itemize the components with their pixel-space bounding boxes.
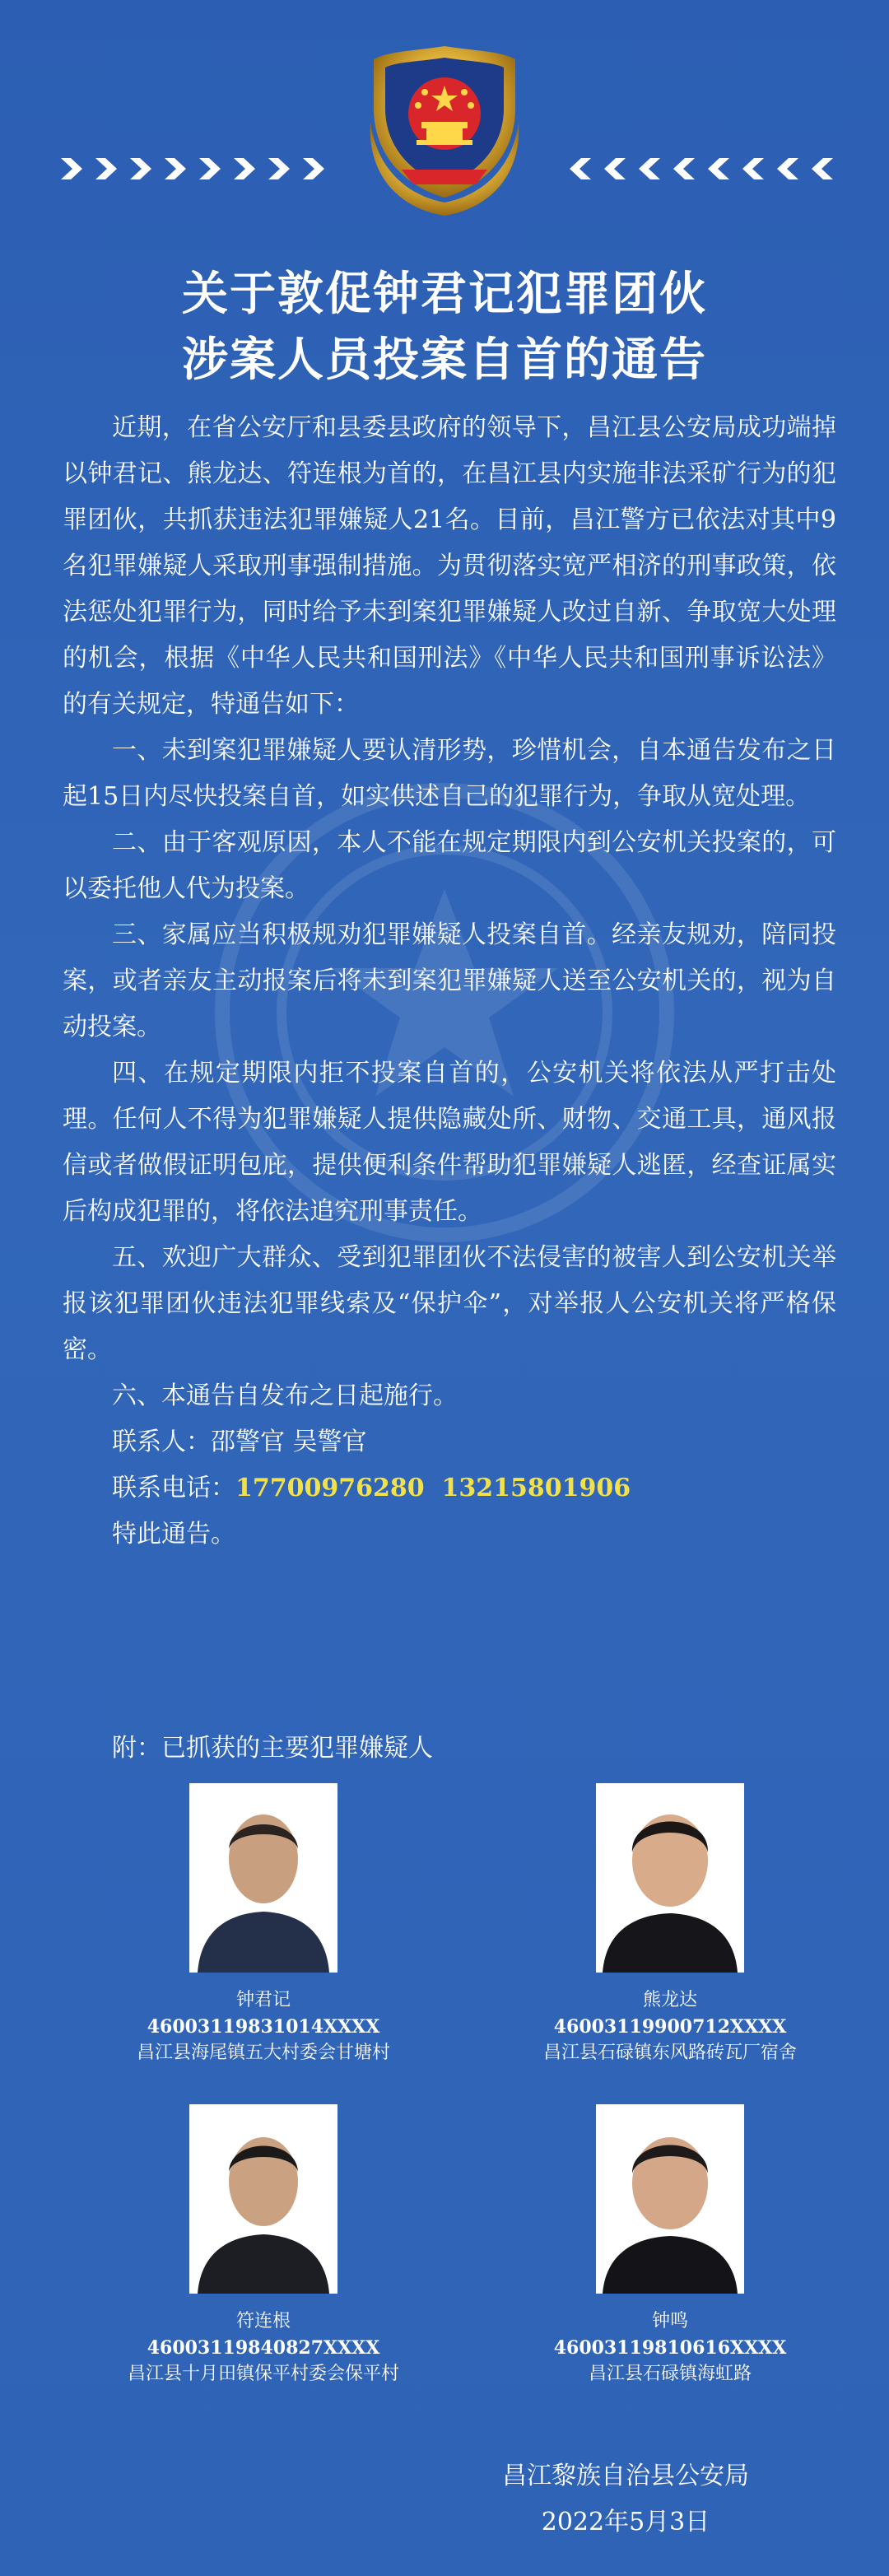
header xyxy=(0,0,889,231)
suspect-id: 46003119831014XXXX xyxy=(147,2016,380,2038)
notice-item-5: 五、欢迎广大群众、受到犯罪团伙不法侵害的被害人到公安机关举报该犯罪团伙违法犯罪线索及“保护伞”，对举报人公安机关将严格保密。 xyxy=(63,1243,836,1364)
page-title xyxy=(0,262,889,394)
suspect-address: 昌江县石碌镇海虹路 xyxy=(588,2364,752,2384)
suspect-address: 昌江县石碌镇东风路砖瓦厂宿舍 xyxy=(542,2043,797,2063)
suspect-name: 钟君记 xyxy=(235,1990,291,2010)
suspect-photo xyxy=(189,2104,337,2294)
suspect-shirt xyxy=(603,1913,738,1973)
suspect-id: 46003119810616XXXX xyxy=(553,2337,787,2359)
footer-signature xyxy=(461,2453,790,2546)
suspect-name: 熊龙达 xyxy=(642,1990,697,2010)
suspect-card xyxy=(99,2104,428,2387)
suspect-photo xyxy=(189,1783,337,1973)
suspect-photo xyxy=(596,1783,744,1973)
suspect-shirt xyxy=(603,2236,738,2294)
appendix-title: 附：已抓获的主要犯罪嫌疑人 xyxy=(112,1734,433,1763)
notice-item-3: 三、家属应当积极规劝犯罪嫌疑人投案自首。经亲友规劝，陪同投案，或者亲友主动报案后将未到案犯罪嫌疑人送至公安机关的，视为自动投案。 xyxy=(63,920,836,1041)
suspect-name: 钟鸣 xyxy=(651,2311,688,2331)
suspect-card xyxy=(505,2104,835,2387)
title-line-2: 涉案人员投案自首的通告 xyxy=(182,333,707,387)
title-line-1: 关于敦促钟君记犯罪团伙 xyxy=(182,268,707,321)
suspect-name: 符连根 xyxy=(235,2311,291,2331)
issue-date: 2022年5月3日 xyxy=(541,2508,710,2536)
notice-intro: 近期，在省公安厅和县委县政府的领导下，昌江县公安局成功端掉以钟君记、熊龙达、符连根为首的，在昌江县内实施非法采矿行为的犯罪团伙，共抓获违法犯罪嫌疑人21名。目前，昌江警方已依法对其中9名犯罪嫌疑人采取刑事强制措施。为贯彻落实宽严相济的刑事政策，依法惩处犯罪行为，同时给予未到案犯罪嫌疑人改过自新、争取宽大处理的机会，根据《中华人民共和国刑法》《中华人民共和国刑事诉讼法》的有关规定，特通告如下： xyxy=(63,413,836,719)
suspect-shirt xyxy=(198,2234,329,2294)
suspect-id: 46003119900712XXXX xyxy=(553,2016,787,2038)
suspect-address: 昌江县十月田镇保平村委会保平村 xyxy=(127,2364,399,2384)
suspect-card xyxy=(99,1783,428,2066)
suspect-address: 昌江县海尾镇五大村委会甘塘村 xyxy=(136,2043,390,2063)
suspect-id: 46003119840827XXXX xyxy=(147,2337,380,2359)
contact-names: 邵警官 吴警官 xyxy=(211,1428,367,1456)
chevron-arrows-right-icon xyxy=(565,156,836,181)
phone-label: 联系电话： xyxy=(112,1474,235,1502)
issuing-agency: 昌江黎族自治县公安局 xyxy=(502,2462,749,2490)
contact-line xyxy=(63,1419,836,1465)
closing-line: 特此通告。 xyxy=(112,1520,235,1549)
phone-numbers: 17700976280 13215801906 xyxy=(235,1474,631,1502)
chevron-arrows-left-icon xyxy=(58,156,329,181)
suspect-card xyxy=(505,1783,835,2066)
suspect-photo xyxy=(596,2104,744,2294)
notice-item-2: 二、由于客观原因，本人不能在规定期限内到公安机关投案的，可以委托他人代为投案。 xyxy=(63,828,836,903)
police-emblem-icon xyxy=(352,40,537,224)
phone-line xyxy=(63,1465,836,1512)
suspect-shirt xyxy=(198,1912,329,1973)
notice-item-1: 一、未到案犯罪嫌疑人要认清形势，珍惜机会，自本通告发布之日起15日内尽快投案自首，如实供述自己的犯罪行为，争取从宽处理。 xyxy=(63,736,836,811)
contact-label: 联系人： xyxy=(112,1428,211,1456)
notice-item-6: 六、本通告自发布之日起施行。 xyxy=(112,1381,458,1410)
notice-body xyxy=(63,405,836,1558)
notice-item-4: 四、在规定期限内拒不投案自首的，公安机关将依法从严打击处理。任何人不得为犯罪嫌疑人提供隐藏处所、财物、交通工具，通风报信或者做假证明包庇，提供便利条件帮助犯罪嫌疑人逃匿，经查证属实后构成犯罪的，将依法追究刑事责任。 xyxy=(63,1059,836,1226)
